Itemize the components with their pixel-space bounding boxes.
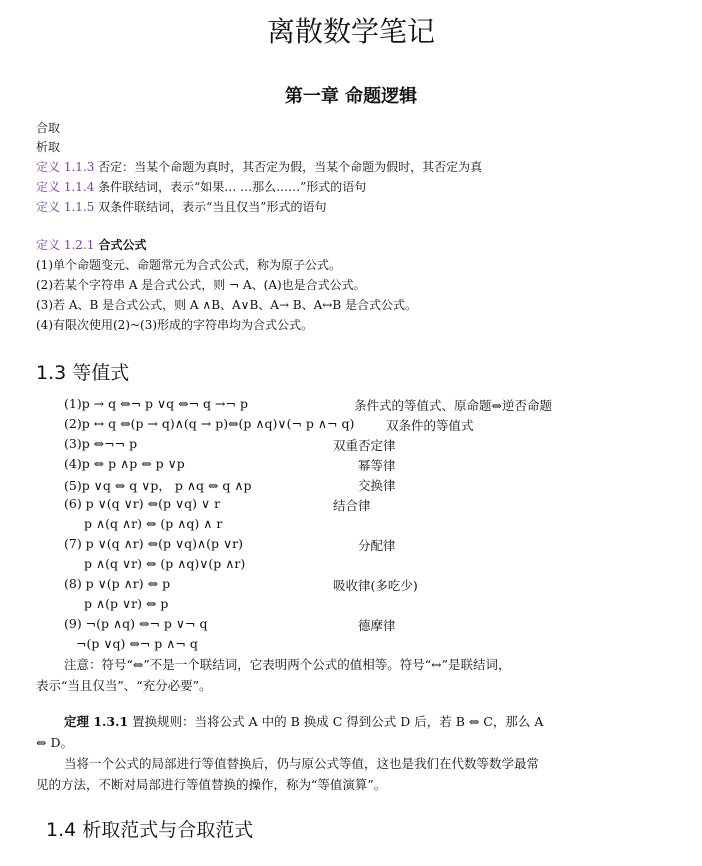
theorem-text: 置换规则：当将公式 A 中的 B 换成 C 得到公式 D 后，若 B ⇔ C，那么 A [128,714,544,729]
equivalence-law-name: 结合律 [333,498,371,513]
equivalence-formula: (6) p ∨(q ∨r) ⇔(p ∨q) ∨ r [64,496,221,511]
definition-1-2-1 [36,237,147,253]
equivalence-law-name: 分配律 [358,538,396,553]
definition-label: 定义 1.1.3 [36,160,95,174]
paragraph-line-2: 见的方法，不断对局部进行等值替换的操作，称为“等值演算”。 [36,777,387,792]
definition-text: 条件联结词，表示“如果… …那么……”形式的语句 [94,180,367,194]
equivalence-law-name: 双重否定律 [333,438,396,453]
definition-label: 定义 1.1.4 [36,180,95,194]
equivalence-law-name: 吸收律(多吃少) [333,578,418,593]
definition-heading: 合式公式 [94,238,147,252]
equivalence-formula: (9) ¬(p ∧q) ⇔¬ p ∨¬ q [64,616,208,631]
intro-line-conjunction: 合取 [36,121,61,135]
equivalence-formula: (2)p ↔ q ⇔(p → q)∧(q → p)⇔(p ∧q)∨(¬ p ∧¬ q) [64,416,355,431]
equivalence-formula: p ∧(q ∨r) ⇔ (p ∧q)∨(p ∧r) [84,556,246,571]
theorem-label: 定理 1.3.1 [64,714,129,729]
definition-text: 双条件联结词，表示“当且仅当”形式的语句 [94,200,327,214]
equivalence-law-name: 条件式的等值式、原命题⇔逆否命题 [354,398,552,413]
definition-text: 否定：当某个命题为真时，其否定为假，当某个命题为假时，其否定为真 [94,160,483,174]
equivalence-formula: (1)p → q ⇔¬ p ∨q ⇔¬ q →¬ p [64,396,248,411]
section-heading-1-4: 1.4 析取范式与合取范式 [46,819,254,841]
theorem-1-3-1 [64,712,543,730]
equivalence-formula: (4)p ⇔ p ∧p ⇔ p ∨p [64,456,185,471]
note-line-2: 表示“当且仅当”、“充分必要”。 [36,678,212,693]
chapter-heading: 第一章 命题逻辑 [284,86,418,107]
equivalence-law-name: 幂等律 [358,458,396,473]
definition-1-1-3 [36,159,482,175]
intro-line-disjunction: 析取 [36,140,61,154]
wff-rule-2: (2)若某个字符串 A 是合式公式，则 ¬ A、(A)也是合式公式。 [36,278,366,292]
note-line-1: 注意：符号“⇔”不是一个联结词，它表明两个公式的值相等。符号“↔”是联结词， [64,657,511,672]
equivalence-formula: (8) p ∨(p ∧r) ⇔ p [64,576,171,591]
equivalence-law-name: 交换律 [358,478,396,493]
equivalence-formula: ¬(p ∨q) ⇔¬ p ∧¬ q [76,636,198,651]
definition-label: 定义 1.1.5 [36,200,95,214]
equivalence-law-name: 德摩律 [358,618,396,633]
equivalence-law-name: 双条件的等值式 [386,418,474,433]
equivalence-formula: p ∧(q ∧r) ⇔ (p ∧q) ∧ r [84,516,223,531]
theorem-line-2: ⇔ D。 [36,735,73,750]
equivalence-formula: (3)p ⇔¬¬ p [64,436,138,451]
equivalence-formula: p ∧(p ∨r) ⇔ p [84,596,169,611]
wff-rule-3: (3)若 A、B 是合式公式，则 A ∧B、A∨B、A→ B、A↔B 是合式公式。 [36,298,417,312]
equivalence-formula: (5)p ∨q ⇔ q ∨p， p ∧q ⇔ q ∧p [64,478,252,493]
definition-label: 定义 1.2.1 [36,238,95,252]
equivalence-formula: (7) p ∨(q ∧r) ⇔(p ∨q)∧(p ∨r) [64,536,243,551]
page-title: 离散数学笔记 [266,15,435,48]
section-heading-1-3: 1.3 等值式 [36,362,130,384]
paragraph-line-1: 当将一个公式的局部进行等值替换后，仍与原公式等值，这也是我们在代数等数学最常 [64,756,540,771]
wff-rule-1: (1)单个命题变元、命题常元为合式公式，称为原子公式。 [36,258,342,272]
definition-1-1-5 [36,199,326,215]
definition-1-1-4 [36,179,366,195]
wff-rule-4: (4)有限次使用(2)~(3)形成的字符串均为合式公式。 [36,318,314,332]
